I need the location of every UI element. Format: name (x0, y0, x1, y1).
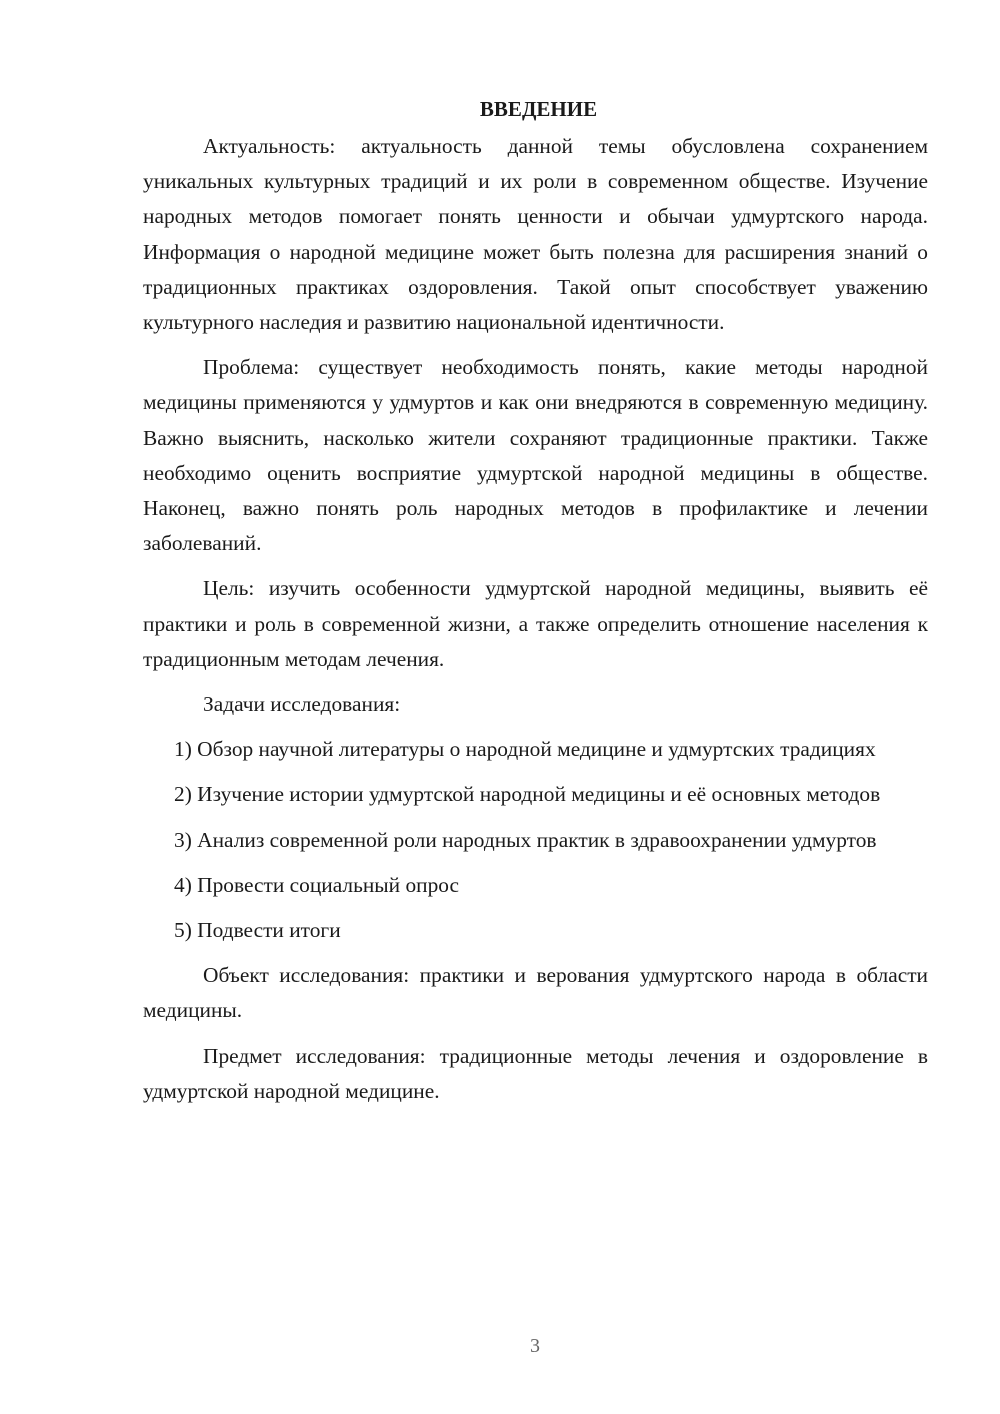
document-page (143, 92, 928, 1119)
page-number: 3 (530, 1335, 540, 1357)
object-paragraph: Объект исследования: практики и верования удмуртского народа в области медицины. (143, 963, 928, 1023)
tasks-heading: Задачи исследования: (203, 692, 401, 717)
section-title: ВВЕДЕНИЕ (479, 97, 598, 121)
task-item-2: 2) Изучение истории удмуртской народной медицины и её основных методов (174, 782, 881, 807)
task-item-3: 3) Анализ современной роли народных практик в здравоохранении удмуртов (174, 827, 877, 852)
subject-paragraph: Предмет исследования: традиционные методы лечения и оздоровление в удмуртской народной медицине. (143, 1043, 928, 1103)
relevance-paragraph: Актуальность: актуальность данной темы обусловлена сохранением уникальных культурных традиций и их роли в современном обществе. Изучение народных методов помогает понять ценности и обычаи удмуртского народа. Информация о народной медицине может быть полезна для расширения знаний о традиционных практиках оздоровления. Такой опыт способствует уважению культурного наследия и развитию национальной идентичности. (143, 134, 928, 335)
tasks-list (143, 732, 928, 948)
task-item-5: 5) Подвести итоги (174, 918, 341, 943)
problem-paragraph: Проблема: существует необходимость понять, какие методы народной медицины применяются у удмуртов и как они внедряются в современную медицину. Важно выяснить, насколько жители сохраняют традиционные практики. Также необходимо оценить восприятие удмуртской народной медицины в обществе. Наконец, важно понять роль народных методов в профилактике и лечении заболеваний. (143, 355, 928, 556)
goal-paragraph: Цель: изучить особенности удмуртской народной медицины, выявить её практики и роль в современной жизни, а также определить отношение населения к традиционным методам лечения. (143, 576, 928, 671)
task-item-4: 4) Провести социальный опрос (174, 872, 460, 897)
task-item-1: 1) Обзор научной литературы о народной медицине и удмуртских традициях (174, 737, 876, 762)
